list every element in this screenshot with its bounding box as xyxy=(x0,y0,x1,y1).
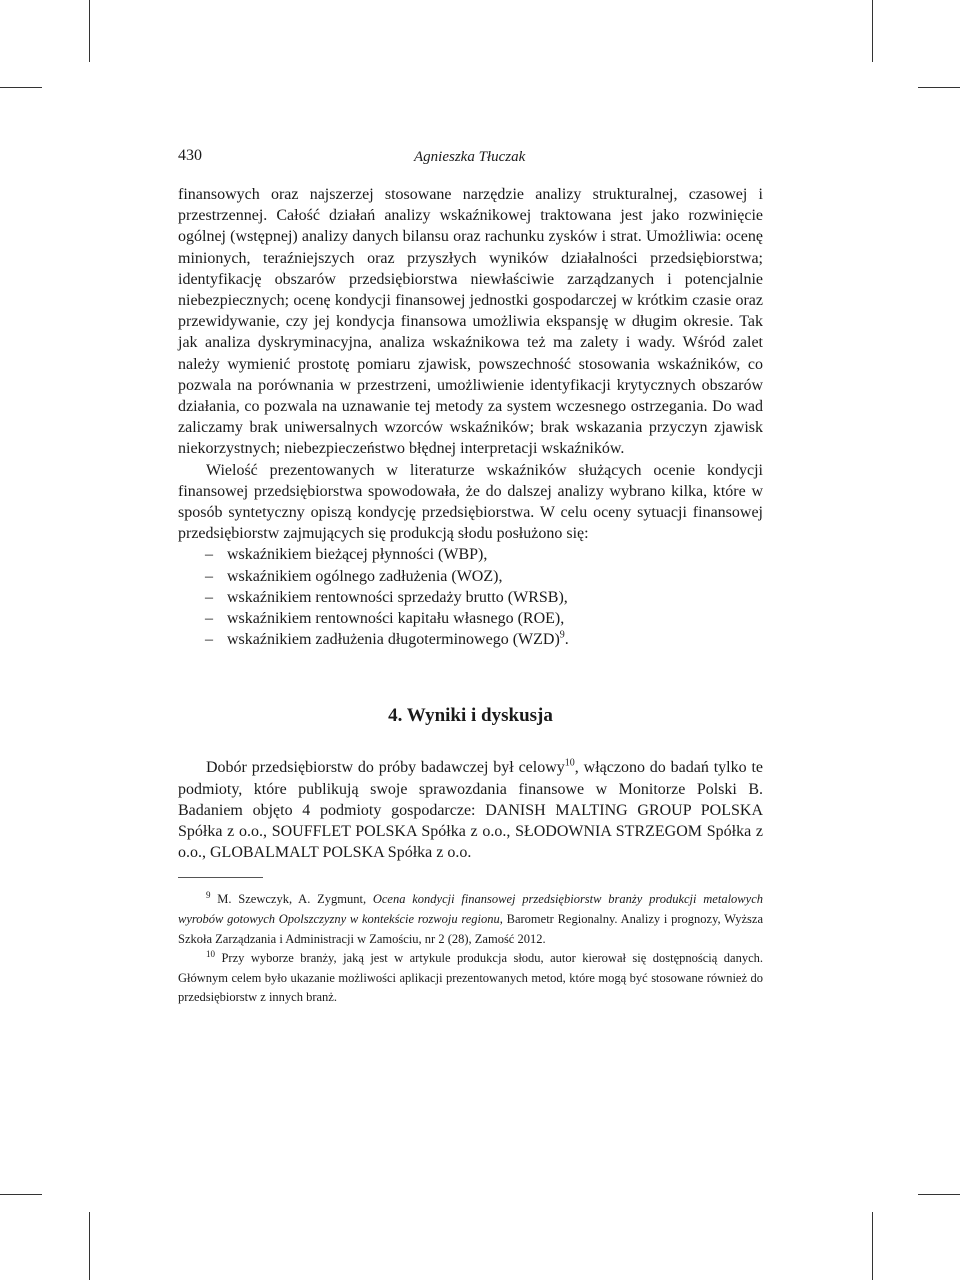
running-head xyxy=(178,143,763,173)
footnote-number: 9 xyxy=(206,890,211,901)
footnote-text: Przy wyborze branży, jaką jest w artykule produkcja słodu, autor kierował się dostępnością danych. Głównym celem było ukazanie możliwości aplikacji prezentowanych metod, które mogą być stosowane również do przedsiębiorstw z innych branż. xyxy=(178,951,764,1005)
list-dash: – xyxy=(205,567,213,585)
footnote-9 xyxy=(178,890,763,949)
footnote-author: M. Szewczyk, A. Zygmunt, xyxy=(217,892,373,907)
list-dash: – xyxy=(205,588,213,606)
section-text-start: Dobór przedsiębiorstw do próby badawczej był celowy xyxy=(206,759,565,777)
list-item-text: wskaźnikiem ogólnego zadłużenia (WOZ), xyxy=(227,567,503,585)
list-item-end: . xyxy=(564,631,569,649)
crop-mark-right-top xyxy=(918,87,960,88)
list-item-text: wskaźnikiem rentowności sprzedaży brutto (WRSB), xyxy=(227,588,568,606)
section-heading: 4. Wyniki i dyskusja xyxy=(388,705,553,727)
footnote-rest: , Barometr Regionalny. Analizy i prognozy, Wyższa Szkoła Zarządzania i Administracji w Zamościu, nr 2 (28), Zamość 2012. xyxy=(178,912,763,946)
list-dash: – xyxy=(205,546,213,564)
section-body xyxy=(178,757,763,863)
list-item-text: wskaźnikiem bieżącej płynności (WBP), xyxy=(227,546,488,564)
footnote-10 xyxy=(178,949,763,1008)
page-number: 430 xyxy=(178,147,202,164)
crop-mark-left-bottom xyxy=(0,1194,42,1195)
paragraph-1: finansowych oraz najszerzej stosowane narzędzie analizy strukturalnej, czasowej i przestrzennej. Całość działań analizy wskaźnikowej traktowana jest jako rozwinięcie ogólnej (wstępnej) analizy danych bilansu oraz rachunku zysków i strat. Umożliwia: ocenę minionych, teraźniejszych oraz przyszłych wyników działalności przedsiębiorstwa; identyfikację obszarów przedsiębiorstwa niewłaściwie zarządzanych i potencjalnie niebezpiecznych; ocenę kondycji finansowej jednostki gospodarczej w krótkim czasie oraz przewidywanie, czy jej kondycja finansowa umożliwia ekspansję w długim okresie. Tak jak analiza dyskryminacyjna, analiza wskaźnikowa też ma zalety i wady. Wśród zalet należy wymienić prostotę pomiaru zjawisk, powszechność stosowania wskaźników, co pozwala na porównania w przestrzeni, umożliwienie identyfikacji krytycznych obszarów działania, co pozwala na uznawanie tej metody za system wczesnego ostrzegania. Do wad zaliczamy brak uniwersalnych wzorców wskaźników; brak wskazania przyczyn zjawisk niekorzystnych; niebezpieczeństwo błędnej interpretacji wskaźników. xyxy=(178,186,763,458)
footnote-ref-10[interactable]: 10 xyxy=(564,758,575,770)
list-item xyxy=(178,587,763,608)
list-item-text: wskaźnikiem rentowności kapitału własnego (ROE), xyxy=(227,610,565,628)
paragraph-2: Wielość prezentowanych w literaturze wskaźników służących ocenie kondycji finansowej przedsiębiorstwa spowodowała, że do dalszej analizy wybrano kilka, które w sposób syntetyczny opiszą kondycję przedsiębiorstwa. W celu oceny sytuacji finansowej przedsiębiorstw zajmujących się produkcją słodu posłużono się: xyxy=(178,461,763,543)
list-item xyxy=(178,608,763,629)
section-paragraph xyxy=(178,757,763,863)
section-text-rest: , włączono do badań tylko te podmioty, które publikują swoje sprawozdania finansowe w Monitorze Polski B. Badaniem objęto 4 podmioty gospodarcze: DANISH MALTING GROUP POLSKA Spółka z o.o., SOUFFLET POLSKA Spółka z o.o., SŁODOWNIA STRZEGOM Spółka z o.o., GLOBALMALT POLSKA Spółka z o.o. xyxy=(178,759,764,862)
page xyxy=(178,143,763,1008)
list-item xyxy=(178,629,763,650)
crop-mark-bottom-left xyxy=(89,1212,90,1280)
list-dash: – xyxy=(205,631,213,649)
crop-mark-left-top xyxy=(0,87,42,88)
footnote-number: 10 xyxy=(206,949,215,960)
footnote-title: Ocena kondycji finansowej przedsiębiorstw branży produkcji metalowych wyrobów gotowych Opolszczyzny w kontekście rozwoju regionu xyxy=(178,892,763,927)
crop-mark-top-left xyxy=(89,0,90,62)
crop-mark-right-bottom xyxy=(918,1194,960,1195)
list-item xyxy=(178,544,763,565)
footnote-rule xyxy=(178,877,263,878)
crop-mark-top-right xyxy=(872,0,873,62)
crop-mark-bottom-right xyxy=(872,1212,873,1280)
list-item xyxy=(178,566,763,587)
footnotes xyxy=(178,890,763,1008)
list-item-text: wskaźnikiem zadłużenia długoterminowego (WZD) xyxy=(227,631,560,649)
footnote-ref-9[interactable]: 9 xyxy=(559,629,565,641)
indicator-list xyxy=(178,544,763,650)
body-text xyxy=(178,184,763,650)
list-dash: – xyxy=(205,610,213,628)
running-title: Agnieszka Tłuczak xyxy=(414,149,526,165)
